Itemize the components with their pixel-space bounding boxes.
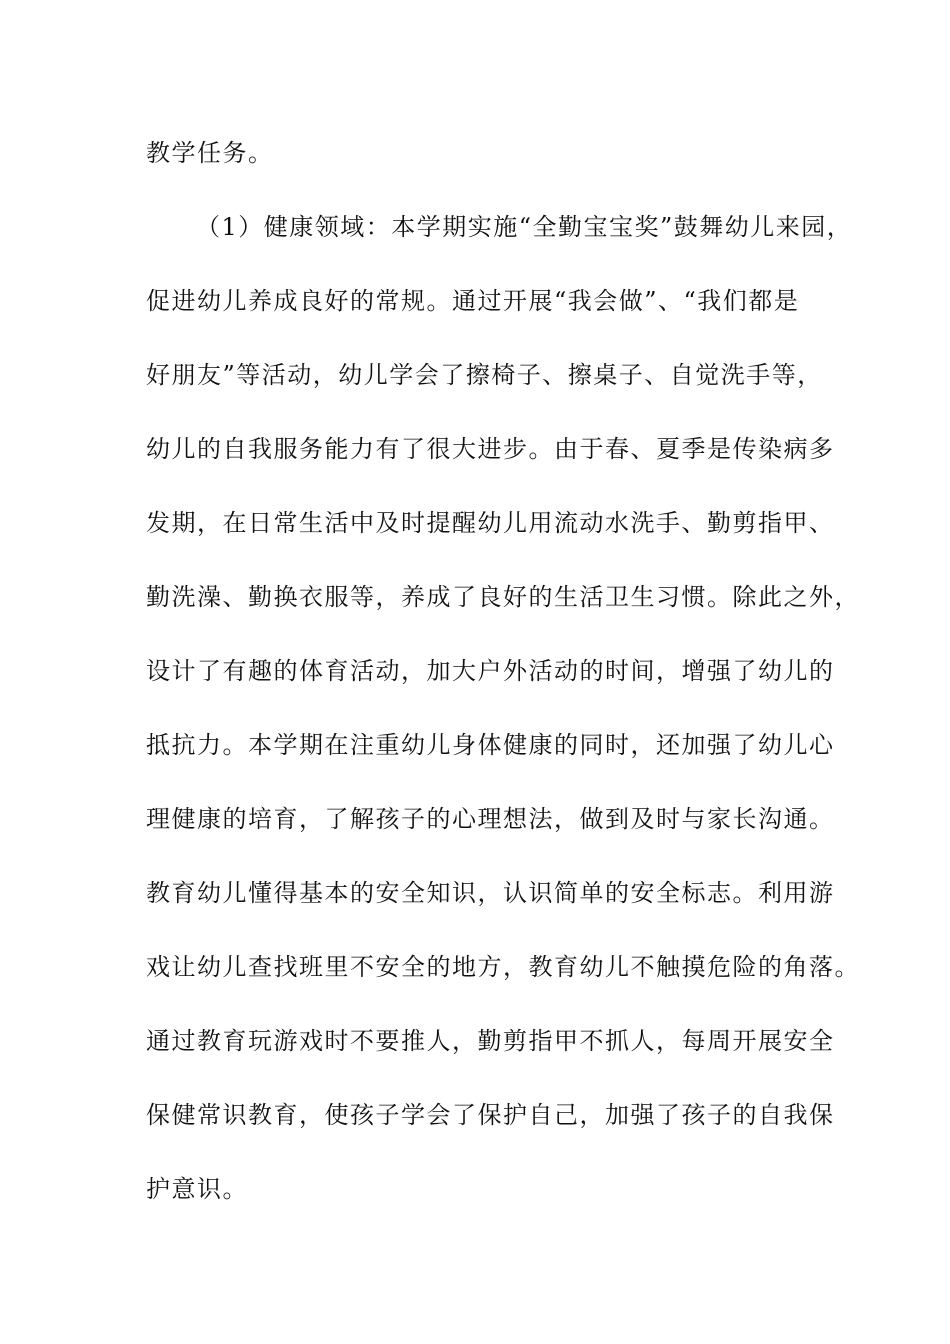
text-line: 好朋友”等活动，幼儿学会了擦椅子、擦桌子、自觉洗手等， xyxy=(146,361,823,389)
text-line: 保健常识教育，使孩子学会了保护自己，加强了孩子的自我保 xyxy=(146,1101,835,1129)
text-line: 戏让幼儿查找班里不安全的地方，教育幼儿不触摸危险的角落。 xyxy=(146,953,860,981)
text-line: 理健康的培育，了解孩子的心理想法，做到及时与家长沟通。 xyxy=(146,805,835,833)
text-line: 教学任务。 xyxy=(146,139,274,167)
text-line: 幼儿的自我服务能力有了很大进步。由于春、夏季是传染病多 xyxy=(146,435,835,463)
text-line: 发期，在日常生活中及时提醒幼儿用流动水洗手、勤剪指甲、 xyxy=(146,509,835,537)
text-line: 护意识。 xyxy=(146,1175,248,1203)
text-line: 勤洗澡、勤换衣服等，养成了良好的生活卫生习惯。除此之外， xyxy=(146,583,860,611)
text-line: 教育幼儿懂得基本的安全知识，认识简单的安全标志。利用游 xyxy=(146,879,835,907)
text-line: 通过教育玩游戏时不要推人，勤剪指甲不抓人，每周开展安全 xyxy=(146,1027,835,1055)
text-line: 促进幼儿养成良好的常规。通过开展“我会做”、“我们都是 xyxy=(146,287,800,315)
text-line: （1）健康领域：本学期实施“全勤宝宝奖”鼓舞幼儿来园， xyxy=(196,213,853,241)
text-line: 设计了有趣的体育活动，加大户外活动的时间，增强了幼儿的 xyxy=(146,657,835,685)
text-line: 抵抗力。本学期在注重幼儿身体健康的同时，还加强了幼儿心 xyxy=(146,731,835,759)
